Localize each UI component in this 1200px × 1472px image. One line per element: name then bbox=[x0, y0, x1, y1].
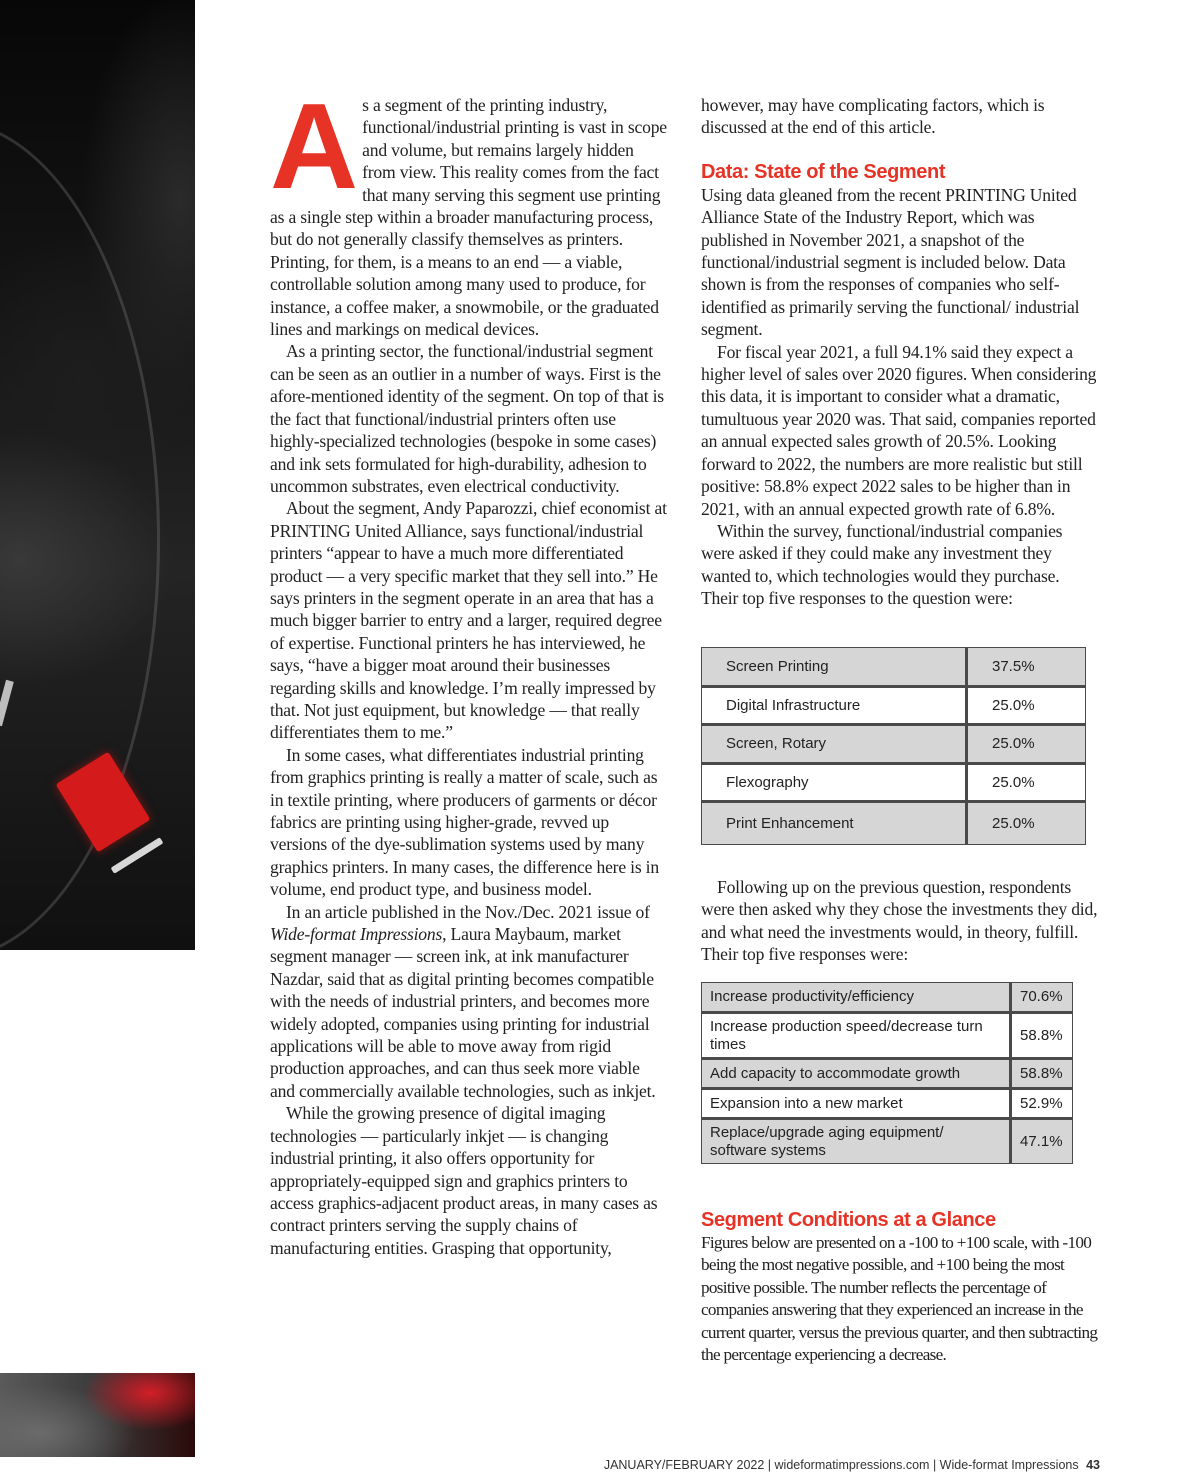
article-paragraph: In some cases, what differentiates industrial printing from graphics printing is really a matter of scale, such as in textile printing, where producers of garments or décor fabrics are printing using higher-grade, revved up versions of the dye-sublimation systems used by many graphics printers. In many cases, the difference here is in volume, end product type, and business model. bbox=[270, 744, 659, 900]
table-cell-percent: 25.0% bbox=[967, 763, 1086, 802]
article-paragraph: Using data gleaned from the recent PRINTING United Alliance State of the Industry Report, which was published in November 2021, a snapshot of the functional/industrial segment is included below. Data shown is from the responses of companies who self-identified as primarily serving the functional/ industrial segment. bbox=[701, 184, 1080, 340]
article-right-column-bottom bbox=[701, 1208, 1099, 1366]
table-cell-reason: Increase productivity/efficiency bbox=[701, 982, 1011, 1012]
article-paragraph: Following up on the previous question, respondents were then asked why they chose the investments they did, and what need the investments would, in theory, fulfill. Their top five responses were: bbox=[701, 877, 1098, 965]
paragraph-text: , Laura Maybaum, market segment manager — screen ink, at ink manufacturer Nazdar, said that as digital printing becomes compatible with the needs of industrial printers, and becomes more widely adopted, companies using printing for industrial applications will be able to move away from rigid production approaches, and can thus seek more viable and commercially available technologies, such as inkjet. bbox=[270, 924, 656, 1101]
article-left-column bbox=[270, 78, 668, 1259]
drop-cap: A bbox=[270, 78, 357, 214]
article-paragraph: As a printing sector, the functional/industrial segment can be seen as an outlier in a number of ways. First is the afore-mentioned identity of the segment. On top of that is the fact that functional/industrial printers often use highly-specialized technologies (bespoke in some cases) and ink sets formulated for high-durability, adhesion to uncommon substrates, even electrical conductivity. bbox=[270, 341, 664, 496]
table-cell-percent: 37.5% bbox=[967, 647, 1086, 686]
table-cell-technology: Screen, Rotary bbox=[701, 724, 967, 763]
side-photo-bottom bbox=[0, 1373, 195, 1457]
side-photo bbox=[0, 0, 195, 950]
table-cell-percent: 25.0% bbox=[967, 686, 1086, 725]
table-cell-percent: 58.8% bbox=[1011, 1058, 1073, 1088]
table-cell-reason: Expansion into a new market bbox=[701, 1088, 1011, 1118]
table-cell-percent: 58.8% bbox=[1011, 1012, 1073, 1058]
table-cell-percent: 25.0% bbox=[967, 801, 1086, 845]
table-row bbox=[701, 1012, 1073, 1058]
table-row bbox=[701, 1058, 1073, 1088]
table-row bbox=[701, 686, 1086, 725]
technology-investment-table bbox=[701, 647, 1086, 845]
section-heading-data: Data: State of the Segment bbox=[701, 160, 946, 183]
article-paragraph: For fiscal year 2021, a full 94.1% said they expect a higher level of sales over 2020 figures. When considering this data, it is important to consider what a dramatic, tumultuous year 2020 was. That said, companies reported an annual expected sales growth of 20.5%. Looking forward to 2022, the numbers are more realistic but still positive: 58.8% expect 2022 sales to be higher than in 2021, with an annual expected growth rate of 6.8%. bbox=[701, 341, 1097, 519]
photo-white-tick bbox=[111, 837, 164, 874]
table-cell-percent: 47.1% bbox=[1011, 1118, 1073, 1164]
article-right-column-middle bbox=[701, 876, 1099, 966]
footer-publication: Wide-format Impressions bbox=[939, 1458, 1079, 1472]
paragraph-text: s a segment of the printing industry, functional/industrial printing is vast in scope and volume, but remains largely hidden from view. This reality comes from the fact that many serving this segment use printing as a single step within a broader manufacturing process, but do not generally classify themselves as printers. Printing, for them, is a means to an end — a viable, controllable solution among many used to produce, for instance, a coffee maker, a snowmobile, or the graduated lines and markings on medical devices. bbox=[270, 95, 667, 340]
article-paragraph bbox=[270, 78, 668, 340]
investment-reasons-table bbox=[701, 982, 1073, 1164]
page-number: 43 bbox=[1086, 1458, 1100, 1472]
table-cell-reason: Replace/upgrade aging equipment/ software systems bbox=[701, 1118, 1011, 1164]
table-cell-reason: Add capacity to accommodate growth bbox=[701, 1058, 1011, 1088]
table-row bbox=[701, 801, 1086, 845]
table-row bbox=[701, 1118, 1073, 1164]
footer-separator: | bbox=[932, 1458, 937, 1472]
article-paragraph: About the segment, Andy Paparozzi, chief economist at PRINTING United Alliance, says functional/industrial printers “appear to have a much more differentiated product — a very specific market that they sell into.” He says printers in the segment operate in an area that has a much bigger barrier to entry and a larger, required degree of expertise. Functional printers he has interviewed, he says, “have a bigger moat around their businesses regarding skills and knowledge. I’m really impressed by that. Not just equipment, but knowledge — that really differentiates them to me.” bbox=[270, 498, 667, 743]
table-row bbox=[701, 1088, 1073, 1118]
table-row bbox=[701, 763, 1086, 802]
article-paragraph: Figures below are presented on a -100 to +100 scale, with -100 being the most negative possible, and +100 being the most positive possible. The number reflects the percentage of companies answering that they experienced an increase in the current quarter, versus the previous quarter, and then subtracting the percentage experiencing a decrease. bbox=[701, 1233, 1098, 1365]
article-paragraph: however, may have complicating factors, which is discussed at the end of this article. bbox=[701, 95, 1045, 138]
article-paragraph: Within the survey, functional/industrial companies were asked if they could make any investment they wanted to, which technologies would they purchase. Their top five responses to the question were: bbox=[701, 520, 1063, 609]
article-paragraph: While the growing presence of digital imaging technologies — particularly inkjet — is changing industrial printing, it also offers opportunity for appropriately-equipped sign and graphics printers to access graphics-adjacent product areas, in many cases as contract printers serving the supply chains of manufacturing entities. Grasping that opportunity, bbox=[270, 1103, 658, 1258]
table-row bbox=[701, 982, 1073, 1012]
publication-title: Wide-format Impressions bbox=[270, 924, 443, 945]
table-cell-percent: 52.9% bbox=[1011, 1088, 1073, 1118]
photo-dial-arc bbox=[0, 120, 160, 960]
table-cell-technology: Screen Printing bbox=[701, 647, 967, 686]
table-cell-percent: 70.6% bbox=[1011, 982, 1073, 1012]
section-heading-conditions: Segment Conditions at a Glance bbox=[701, 1209, 996, 1231]
footer-website: wideformatimpressions.com bbox=[774, 1458, 930, 1472]
footer-separator: | bbox=[767, 1458, 772, 1472]
table-row bbox=[701, 647, 1086, 686]
table-cell-percent: 25.0% bbox=[967, 724, 1086, 763]
table-cell-reason: Increase production speed/decrease turn times bbox=[701, 1012, 1011, 1058]
paragraph-text: In an article published in the Nov./Dec. 2021 issue of bbox=[286, 901, 650, 922]
page-footer bbox=[560, 1458, 1100, 1472]
table-cell-technology: Digital Infrastructure bbox=[701, 686, 967, 725]
article-right-column bbox=[701, 94, 1099, 610]
table-cell-technology: Print Enhancement bbox=[701, 801, 967, 845]
table-cell-technology: Flexography bbox=[701, 763, 967, 802]
article-paragraph bbox=[270, 901, 668, 1103]
table-row bbox=[701, 724, 1086, 763]
footer-issue: JANUARY/FEBRUARY 2022 bbox=[603, 1458, 765, 1472]
